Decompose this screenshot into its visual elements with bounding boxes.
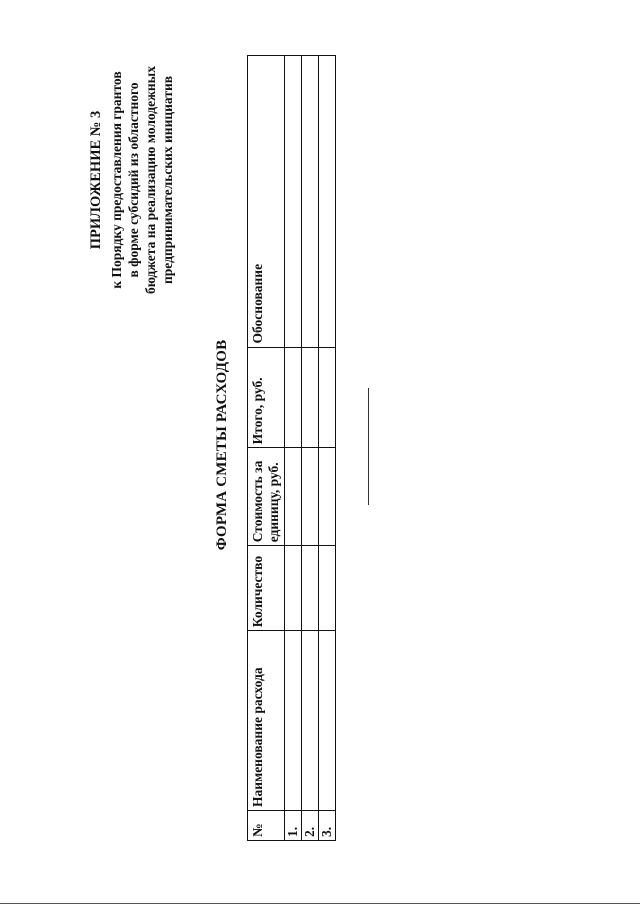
cell-unit-cost: [285, 448, 302, 546]
header-quantity: Количество: [248, 546, 285, 631]
cell-total: [319, 347, 336, 448]
header-number: №: [248, 811, 285, 841]
page-bottom-edge: [0, 903, 640, 904]
row-number: 3.: [319, 811, 336, 841]
table-row: [302, 56, 319, 841]
table-row: [319, 56, 336, 841]
cell-quantity: [302, 546, 319, 631]
header-unit-cost: Стоимость за единицу, руб.: [248, 448, 285, 546]
cell-quantity: [319, 546, 336, 631]
header-justification: Обоснование: [248, 56, 285, 348]
cell-justification: [285, 56, 302, 348]
expense-estimate-table: [247, 55, 336, 841]
appendix-line: в форме субсидий из областного: [126, 82, 141, 278]
divider-line: [368, 388, 369, 505]
header-expense-name: Наименование расхода: [248, 631, 285, 811]
cell-unit-cost: [319, 448, 336, 546]
cell-expense-name: [285, 631, 302, 811]
table-row: [285, 56, 302, 841]
cell-total: [285, 347, 302, 448]
form-title: ФОРМА СМЕТЫ РАСХОДОВ: [214, 339, 230, 551]
row-number: 2.: [302, 811, 319, 841]
table-header-row: [248, 56, 285, 841]
cell-expense-name: [302, 631, 319, 811]
appendix-line: бюджета на реализацию молодежных: [143, 66, 158, 294]
cell-justification: [302, 56, 319, 348]
cell-expense-name: [319, 631, 336, 811]
appendix-title: ПРИЛОЖЕНИЕ № 3: [88, 110, 104, 250]
cell-quantity: [285, 546, 302, 631]
appendix-line: к Порядку предоставления грантов: [109, 71, 124, 289]
appendix-header: [88, 45, 176, 315]
appendix-line: предпринимательских инициатив: [160, 75, 175, 285]
row-number: 1.: [285, 811, 302, 841]
cell-unit-cost: [302, 448, 319, 546]
cell-total: [302, 347, 319, 448]
cell-justification: [319, 56, 336, 348]
header-total: Итого, руб.: [248, 347, 285, 448]
